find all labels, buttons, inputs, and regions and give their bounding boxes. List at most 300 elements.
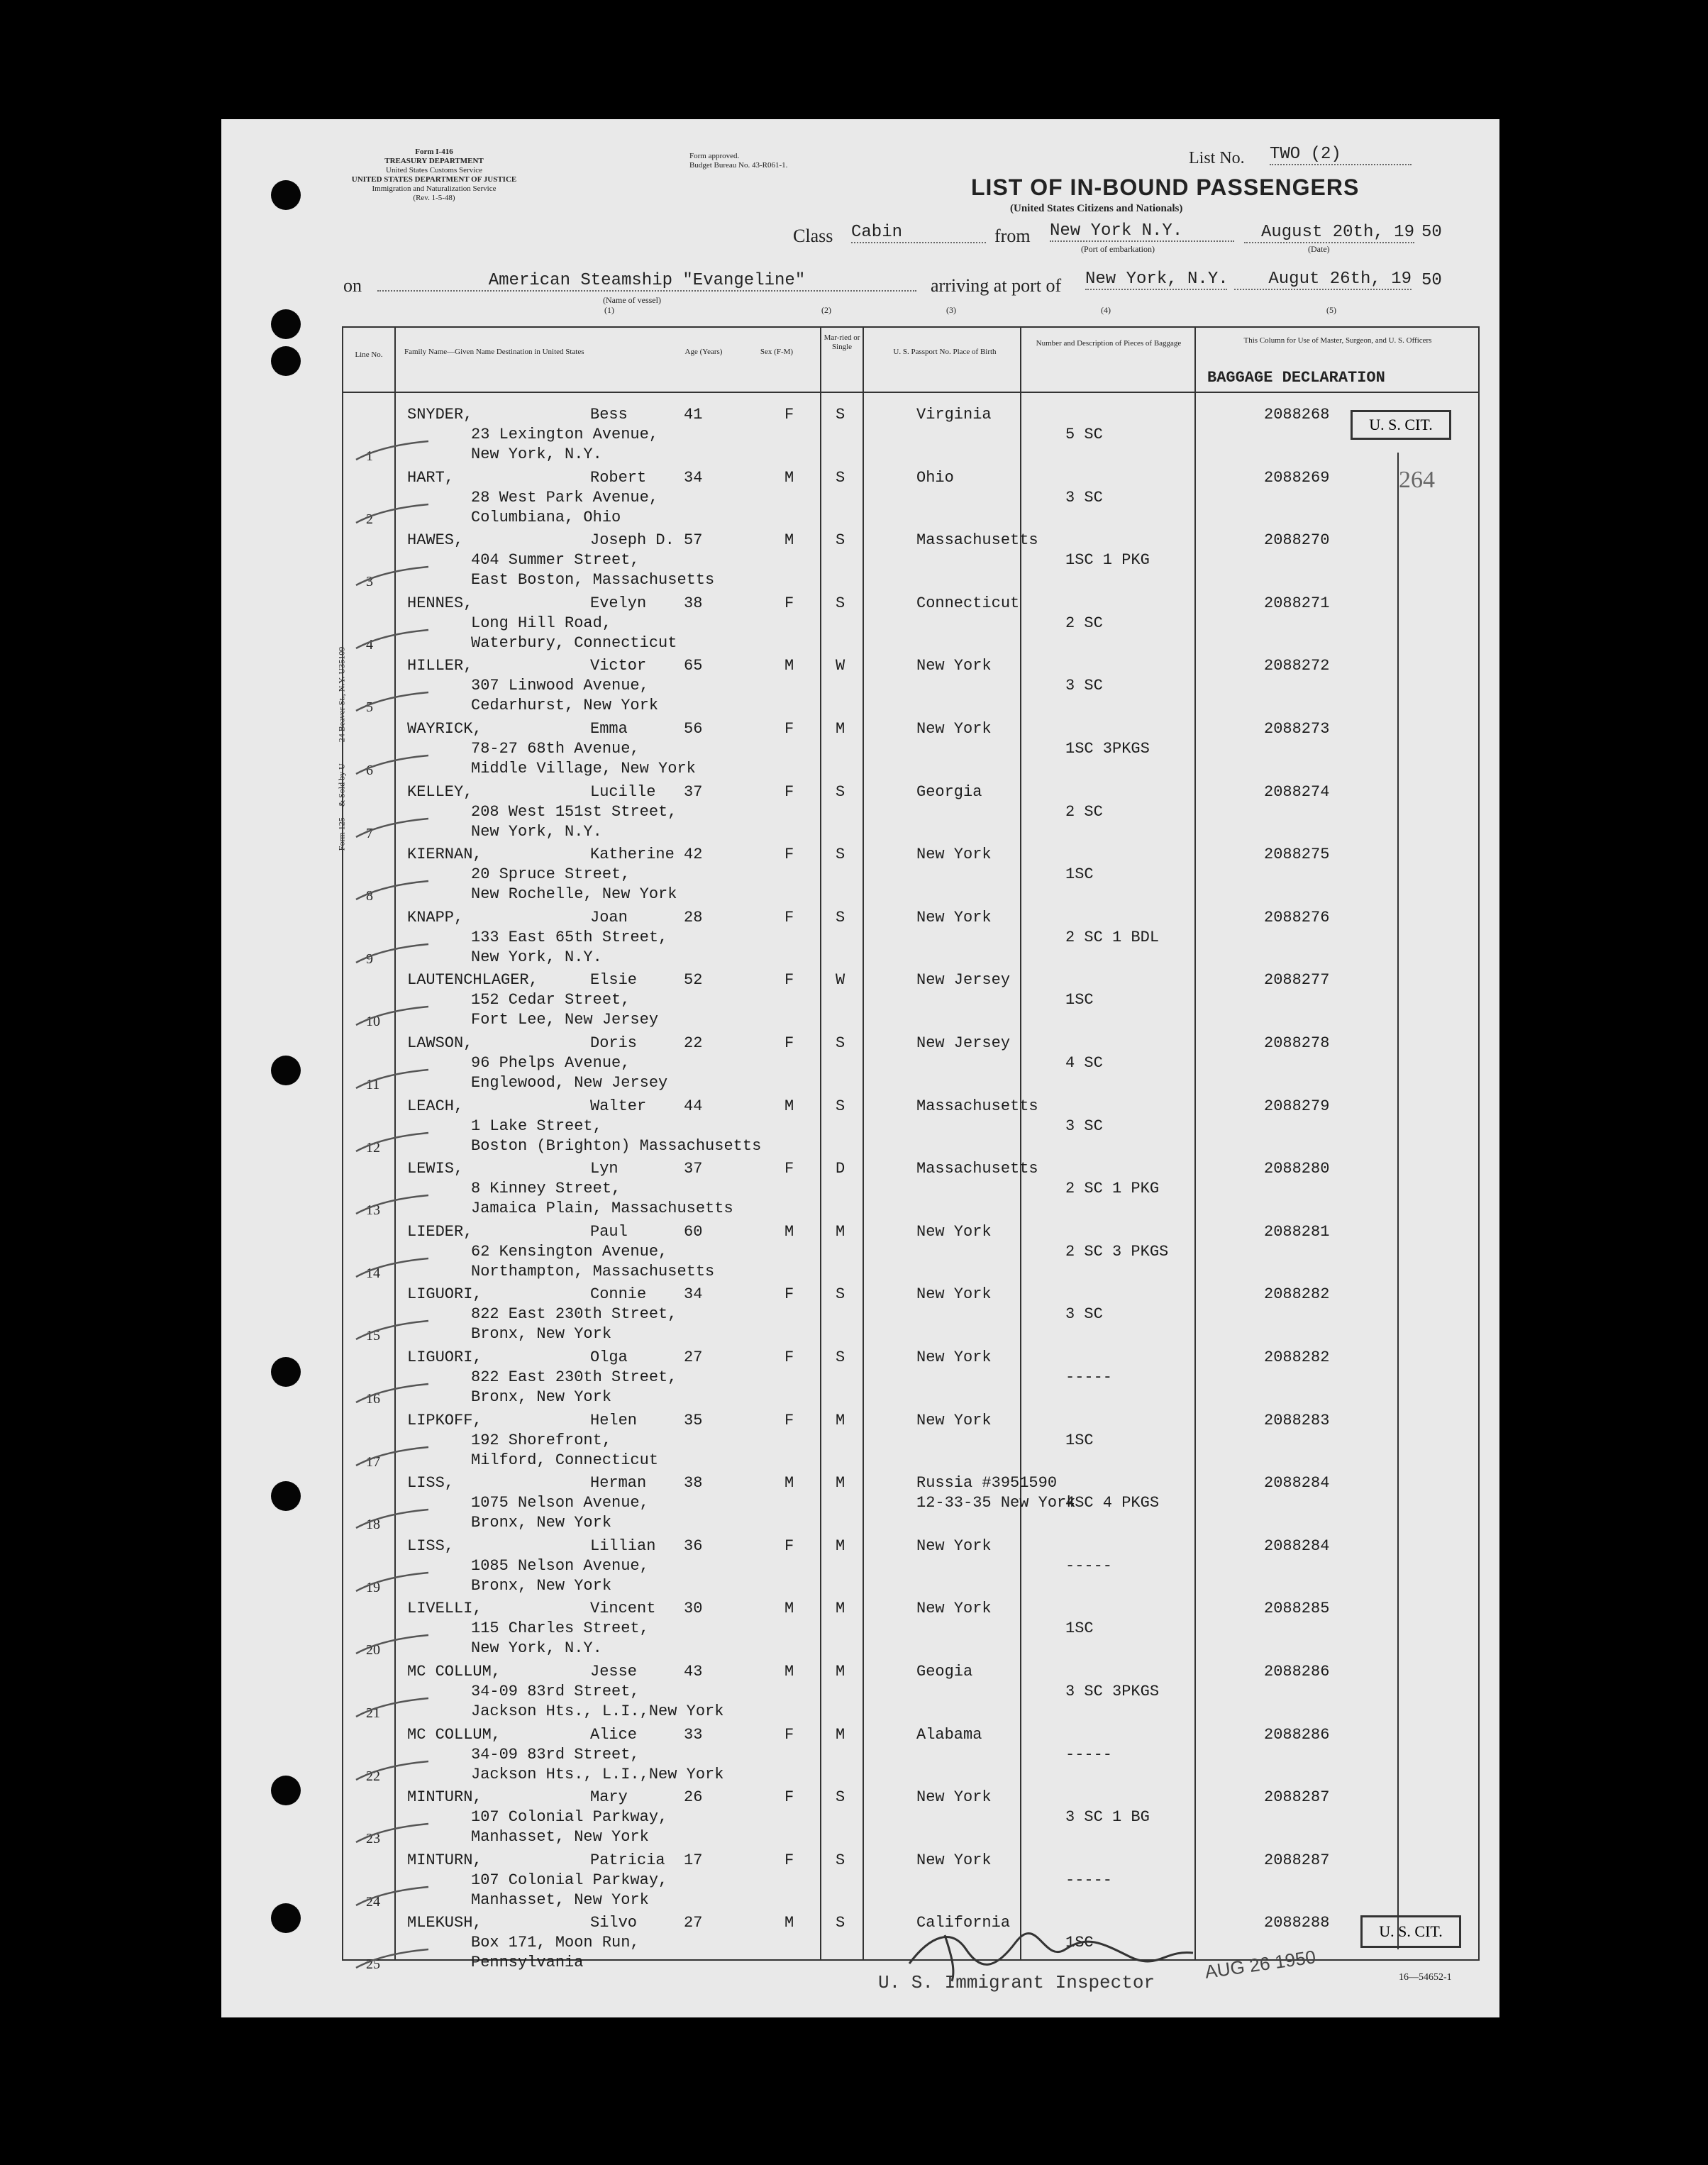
address-line: 115 Charles Street, <box>471 1619 649 1638</box>
birthplace-cell: New York <box>916 846 992 864</box>
marital-cell: S <box>836 1285 845 1304</box>
baggage-cell: 4SC 4 PKGS <box>1065 1494 1160 1512</box>
birthplace-cell: Massachusetts <box>916 531 1038 550</box>
given-name: Connie <box>590 1285 647 1304</box>
line-number: 8 <box>366 888 373 904</box>
family-name: KELLEY, <box>407 782 473 801</box>
declaration-number: 2088288 <box>1264 1914 1330 1932</box>
declaration-number: 2088273 <box>1264 720 1330 738</box>
address-city: New York, N.Y. <box>471 948 602 966</box>
line-number: 25 <box>366 1956 380 1973</box>
check-mark <box>353 1192 431 1221</box>
given-name: Helen <box>590 1411 638 1429</box>
address-line: 152 Cedar Street, <box>471 991 631 1009</box>
col-num-5: (5) <box>1326 305 1336 315</box>
address-city: Bronx, New York <box>471 1576 612 1595</box>
manifest-page <box>221 119 1499 2017</box>
sex-cell: F <box>784 908 794 926</box>
given-name: Victor <box>590 657 647 675</box>
family-name: LIGUORI, <box>407 1349 482 1366</box>
family-name: KNAPP, <box>407 908 464 926</box>
approval-block <box>689 152 787 170</box>
declaration-number: 2088282 <box>1264 1285 1330 1304</box>
given-name: Alice <box>590 1725 638 1744</box>
given-name: Elsie <box>590 971 638 990</box>
family-name: LISS, <box>407 1536 455 1555</box>
address-city: New York, N.Y. <box>471 1639 602 1658</box>
sex-cell: M <box>784 1222 794 1241</box>
age-cell: 57 <box>684 531 703 550</box>
check-mark <box>353 502 431 530</box>
age-cell: 27 <box>684 1914 703 1932</box>
check-mark <box>353 1570 431 1598</box>
marital-cell: S <box>836 782 845 801</box>
arriving-label: arriving at port of <box>931 275 1062 296</box>
sex-cell: F <box>784 782 794 801</box>
marital-cell: M <box>836 1536 845 1555</box>
address-line: 1 Lake Street, <box>471 1117 602 1135</box>
birthplace-cell: New York <box>916 1285 992 1304</box>
line-number: 19 <box>366 1579 380 1595</box>
address-city: East Boston, Massachusetts <box>471 571 715 589</box>
footer-code: 16—54652-1 <box>1399 1972 1452 1983</box>
family-name: MC COLLUM, <box>407 1725 501 1744</box>
family-name: LAUTENCHLAGER, <box>407 971 538 990</box>
family-name: MC COLLUM, <box>407 1663 501 1680</box>
baggage-cell: ----- <box>1065 1556 1113 1575</box>
marital-cell: S <box>836 531 845 550</box>
baggage-cell: 3 SC <box>1065 1117 1103 1135</box>
line-number: 5 <box>366 699 373 716</box>
margin-number: 264 <box>1399 467 1435 493</box>
address-city: Bronx, New York <box>471 1325 612 1344</box>
line-number: 11 <box>366 1077 380 1092</box>
baggage-cell: 1SC 1 PKG <box>1065 551 1150 570</box>
given-name: Paul <box>590 1222 628 1241</box>
baggage-cell: 1SC <box>1065 1934 1094 1952</box>
address-city: Bronx, New York <box>471 1388 612 1406</box>
baggage-cell: 4 SC <box>1065 1054 1103 1072</box>
address-city: Jamaica Plain, Massachusetts <box>471 1200 733 1218</box>
check-mark <box>353 1256 431 1284</box>
declaration-number: 2088268 <box>1264 406 1330 423</box>
birthplace-cell: Geogia <box>916 1663 973 1680</box>
punch-hole <box>271 1903 301 1933</box>
check-mark <box>353 1381 431 1410</box>
address-city: Cedarhurst, New York <box>471 697 659 715</box>
declaration-number: 2088271 <box>1264 594 1330 612</box>
declaration-number: 2088272 <box>1264 657 1330 675</box>
line-number: 18 <box>366 1517 380 1533</box>
line-number: 9 <box>366 951 373 967</box>
given-name: Joan <box>590 908 628 926</box>
marital-cell: D <box>836 1160 845 1178</box>
age-cell: 65 <box>684 657 703 675</box>
baggage-cell: 1SC 3PKGS <box>1065 740 1150 758</box>
age-cell: 43 <box>684 1663 703 1680</box>
birthplace-cell: Russia #3951590 <box>916 1474 1058 1493</box>
baggage-cell: ----- <box>1065 1871 1113 1889</box>
marital-cell: S <box>836 1788 845 1807</box>
marital-cell: S <box>836 908 845 926</box>
family-name: HART, <box>407 468 455 487</box>
baggage-cell: 1SC <box>1065 991 1094 1009</box>
line-number: 22 <box>366 1768 380 1784</box>
check-mark <box>353 1507 431 1535</box>
line-number: 13 <box>366 1202 380 1219</box>
date-stamp: AUG 26 1950 <box>1203 1946 1317 1983</box>
punch-hole <box>271 180 301 210</box>
declaration-number: 2088285 <box>1264 1600 1330 1618</box>
address-line: Box 171, Moon Run, <box>471 1934 640 1952</box>
given-name: Doris <box>590 1034 638 1052</box>
check-mark <box>353 816 431 844</box>
line-number: 1 <box>366 448 373 464</box>
family-name: LIVELLI, <box>407 1600 482 1618</box>
age-cell: 22 <box>684 1034 703 1052</box>
baggage-cell: 2 SC 1 PKG <box>1065 1180 1160 1198</box>
given-name: Evelyn <box>590 594 647 612</box>
age-cell: 52 <box>684 971 703 990</box>
from-label: from <box>994 226 1031 246</box>
sex-cell: F <box>784 1411 794 1429</box>
sex-cell: M <box>784 1914 794 1932</box>
marital-cell: S <box>836 1349 845 1366</box>
declaration-number: 2088287 <box>1264 1788 1330 1807</box>
arrival-year: 50 <box>1421 271 1442 290</box>
col-header-officers: This Column for Use of Master, Surgeon, and U. S. Officers <box>1243 336 1432 345</box>
declaration-number: 2088277 <box>1264 971 1330 990</box>
address-city: Fort Lee, New Jersey <box>471 1011 659 1029</box>
page-subtitle: (United States Citizens and Nationals) <box>1010 203 1183 214</box>
check-mark <box>353 1318 431 1346</box>
family-name: LIGUORI, <box>407 1285 482 1304</box>
declaration-number: 2088280 <box>1264 1160 1330 1178</box>
birthplace-cell: New Jersey <box>916 1034 1011 1052</box>
declaration-number: 2088282 <box>1264 1349 1330 1366</box>
address-city: Columbiana, Ohio <box>471 508 621 526</box>
check-mark <box>353 1759 431 1787</box>
birthplace-cell: New York <box>916 1600 992 1618</box>
address-line: 822 East 230th Street, <box>471 1305 677 1324</box>
birthplace-cell: New York <box>916 720 992 738</box>
line-number: 24 <box>366 1893 380 1910</box>
sex-cell: F <box>784 1285 794 1304</box>
given-name: Olga <box>590 1349 628 1366</box>
address-line: 133 East 65th Street, <box>471 928 668 946</box>
family-name: WAYRICK, <box>407 720 482 738</box>
address-city: Manhasset, New York <box>471 1890 649 1909</box>
given-name: Walter <box>590 1097 647 1115</box>
line-number: 23 <box>366 1831 380 1847</box>
check-mark <box>353 627 431 655</box>
family-name: LAWSON, <box>407 1034 473 1052</box>
birthplace-cell: New York <box>916 657 992 675</box>
line-number: 20 <box>366 1642 380 1659</box>
arrival-port: New York, N.Y. <box>1085 270 1229 289</box>
col-num-2: (2) <box>821 305 831 315</box>
line-number: 16 <box>366 1391 380 1407</box>
family-name: HAWES, <box>407 531 464 550</box>
budget-line: Budget Bureau No. 43-R061-1. <box>689 161 788 170</box>
check-mark <box>353 1004 431 1032</box>
vessel-caption: (Name of vessel) <box>603 295 661 305</box>
marital-cell: S <box>836 1914 845 1932</box>
punch-hole <box>271 346 301 376</box>
class-value: Cabin <box>851 223 986 243</box>
col-header-passport: U. S. Passport No. Place of Birth <box>893 348 997 356</box>
baggage-cell: 3 SC <box>1065 677 1103 695</box>
marital-cell: S <box>836 1034 845 1052</box>
marital-cell: S <box>836 594 845 612</box>
on-label: on <box>343 275 362 296</box>
address-line: 107 Colonial Parkway, <box>471 1871 668 1889</box>
address-line: 107 Colonial Parkway, <box>471 1808 668 1827</box>
address-line: 404 Summer Street, <box>471 551 640 570</box>
address-line: 1075 Nelson Avenue, <box>471 1494 649 1512</box>
birthplace-extra: 12-33-35 New York <box>916 1494 1076 1512</box>
sex-cell: F <box>784 1851 794 1869</box>
form-number: Form I-416 <box>415 148 453 156</box>
age-cell: 28 <box>684 908 703 926</box>
check-mark <box>353 1695 431 1724</box>
sex-cell: M <box>784 1663 794 1680</box>
sex-cell: F <box>784 1536 794 1555</box>
sex-cell: M <box>784 1600 794 1618</box>
col-header-baggage: Number and Description of Pieces of Baggage <box>1036 339 1182 348</box>
dept-customs: United States Customs Service <box>386 166 482 175</box>
address-city: Manhasset, New York <box>471 1828 649 1846</box>
address-line: 28 West Park Avenue, <box>471 488 659 506</box>
address-line: 34-09 83rd Street, <box>471 1745 640 1763</box>
age-cell: 37 <box>684 782 703 801</box>
given-name: Jesse <box>590 1663 638 1680</box>
family-name: HILLER, <box>407 657 473 675</box>
sex-cell: M <box>784 657 794 675</box>
address-city: Bronx, New York <box>471 1514 612 1532</box>
sex-cell: M <box>784 1097 794 1115</box>
birthplace-cell: New York <box>916 1411 992 1429</box>
given-name: Katherine <box>590 846 675 864</box>
birthplace-cell: New York <box>916 1349 992 1366</box>
given-name: Vincent <box>590 1600 656 1618</box>
address-city: Boston (Brighton) Massachusetts <box>471 1136 762 1155</box>
sex-cell: F <box>784 1725 794 1744</box>
declaration-number: 2088286 <box>1264 1725 1330 1744</box>
dept-ins: Immigration and Naturalization Service <box>372 184 497 193</box>
check-mark <box>353 1067 431 1095</box>
class-label: Class <box>793 226 833 246</box>
birthplace-cell: Georgia <box>916 782 982 801</box>
check-mark <box>353 941 431 970</box>
address-city: New Rochelle, New York <box>471 885 677 904</box>
us-cit-stamp-top: U. S. CIT. <box>1351 410 1451 440</box>
declaration-number: 2088286 <box>1264 1663 1330 1680</box>
check-mark <box>353 1947 431 1975</box>
birthplace-cell: Alabama <box>916 1725 982 1744</box>
birthplace-cell: Virginia <box>916 406 992 423</box>
family-name: LEACH, <box>407 1097 464 1115</box>
check-mark <box>353 878 431 907</box>
declaration-number: 2088274 <box>1264 782 1330 801</box>
declaration-number: 2088276 <box>1264 908 1330 926</box>
declaration-number: 2088275 <box>1264 846 1330 864</box>
baggage-cell: 2 SC <box>1065 802 1103 821</box>
marital-cell: S <box>836 1097 845 1115</box>
list-number: TWO (2) <box>1270 145 1412 165</box>
check-mark <box>353 690 431 718</box>
sex-cell: M <box>784 1474 794 1493</box>
age-cell: 35 <box>684 1411 703 1429</box>
address-city: Jackson Hts., L.I.,New York <box>471 1702 724 1720</box>
birthplace-cell: New Jersey <box>916 971 1011 990</box>
baggage-cell: ----- <box>1065 1368 1113 1386</box>
sex-cell: F <box>784 1160 794 1178</box>
embark-caption: (Port of embarkation) <box>1081 244 1155 254</box>
line-number: 3 <box>366 574 373 590</box>
punch-hole <box>271 1357 301 1387</box>
age-cell: 33 <box>684 1725 703 1744</box>
address-city: Pennsylvania <box>471 1954 584 1972</box>
given-name: Emma <box>590 720 628 738</box>
given-name: Bess <box>590 406 628 423</box>
family-name: LEWIS, <box>407 1160 464 1178</box>
col-num-1: (1) <box>604 305 614 315</box>
page-title: LIST OF IN-BOUND PASSENGERS <box>971 175 1360 200</box>
given-name: Lillian <box>590 1536 656 1555</box>
line-number: 4 <box>366 636 373 653</box>
family-name: MINTURN, <box>407 1851 482 1869</box>
col-header-name: Family Name—Given Name Destination in United States <box>404 348 584 356</box>
dept-treasury: TREASURY DEPARTMENT <box>384 157 484 165</box>
address-line: 23 Lexington Avenue, <box>471 426 659 443</box>
arrival-date: Augut 26th, 19 <box>1234 270 1412 290</box>
baggage-cell: 5 SC <box>1065 426 1103 443</box>
punch-hole <box>271 1056 301 1085</box>
col-num-4: (4) <box>1101 305 1111 315</box>
baggage-cell: 2 SC 3 PKGS <box>1065 1242 1169 1261</box>
family-name: SNYDER, <box>407 406 473 423</box>
col-header-age: Age (Years) <box>684 348 723 356</box>
us-cit-stamp-bottom: U. S. CIT. <box>1360 1915 1461 1948</box>
baggage-cell: 1SC <box>1065 865 1094 884</box>
age-cell: 30 <box>684 1600 703 1618</box>
family-name: LIPKOFF, <box>407 1411 482 1429</box>
baggage-cell: ----- <box>1065 1745 1113 1763</box>
address-city: Middle Village, New York <box>471 760 696 777</box>
form-block <box>328 148 540 203</box>
line-number: 12 <box>366 1139 380 1156</box>
sex-cell: M <box>784 531 794 550</box>
age-cell: 36 <box>684 1536 703 1555</box>
baggage-cell: 1SC <box>1065 1431 1094 1449</box>
address-line: 96 Phelps Avenue, <box>471 1054 631 1072</box>
check-mark <box>353 1821 431 1849</box>
given-name: Patricia <box>590 1851 665 1869</box>
declaration-number: 2088278 <box>1264 1034 1330 1052</box>
age-cell: 34 <box>684 468 703 487</box>
address-city: New York, N.Y. <box>471 445 602 463</box>
baggage-cell: 3 SC <box>1065 1305 1103 1324</box>
marital-cell: S <box>836 406 845 423</box>
check-mark <box>353 1884 431 1912</box>
vessel-name: American Steamship "Evangeline" <box>377 271 916 292</box>
form-rev: (Rev. 1-5-48) <box>413 194 455 202</box>
birthplace-cell: Massachusetts <box>916 1160 1038 1178</box>
check-mark <box>353 1444 431 1473</box>
col-num-3: (3) <box>946 305 956 315</box>
family-name: HENNES, <box>407 594 473 612</box>
sex-cell: F <box>784 1349 794 1366</box>
address-city: Waterbury, Connecticut <box>471 633 677 652</box>
address-line: 34-09 83rd Street, <box>471 1683 640 1700</box>
sex-cell: M <box>784 468 794 487</box>
embark-port: New York N.Y. <box>1050 221 1234 242</box>
line-number: 17 <box>366 1454 380 1470</box>
line-number: 2 <box>366 511 373 527</box>
line-number: 10 <box>366 1014 380 1030</box>
col-header-married: Mar-ried or Single <box>824 333 860 351</box>
family-name: MLEKUSH, <box>407 1914 482 1932</box>
given-name: Herman <box>590 1474 647 1493</box>
age-cell: 26 <box>684 1788 703 1807</box>
age-cell: 60 <box>684 1222 703 1241</box>
given-name: Silvo <box>590 1914 638 1932</box>
age-cell: 27 <box>684 1349 703 1366</box>
declaration-number: 2088284 <box>1264 1474 1330 1493</box>
age-cell: 42 <box>684 846 703 864</box>
address-line: 8 Kinney Street, <box>471 1180 621 1198</box>
birthplace-cell: Massachusetts <box>916 1097 1038 1115</box>
birthplace-cell: New York <box>916 1851 992 1869</box>
check-mark <box>353 753 431 781</box>
address-line: 822 East 230th Street, <box>471 1368 677 1386</box>
line-number: 15 <box>366 1328 380 1344</box>
date-caption: (Date) <box>1308 244 1330 254</box>
family-name: LISS, <box>407 1474 455 1493</box>
check-mark <box>353 564 431 592</box>
address-line: 208 West 151st Street, <box>471 802 677 821</box>
baggage-cell: 3 SC 1 BG <box>1065 1808 1150 1827</box>
given-name: Robert <box>590 468 647 487</box>
punch-hole <box>271 1481 301 1511</box>
age-cell: 38 <box>684 1474 703 1493</box>
check-mark <box>353 438 431 467</box>
age-cell: 34 <box>684 1285 703 1304</box>
baggage-cell: 3 SC <box>1065 488 1103 506</box>
family-name: LIEDER, <box>407 1222 473 1241</box>
given-name: Mary <box>590 1788 628 1807</box>
given-name: Lucille <box>590 782 656 801</box>
address-city: Jackson Hts., L.I.,New York <box>471 1765 724 1783</box>
declaration-number: 2088281 <box>1264 1222 1330 1241</box>
sex-cell: F <box>784 971 794 990</box>
baggage-cell: 3 SC 3PKGS <box>1065 1683 1160 1700</box>
declaration-number: 2088269 <box>1264 468 1330 487</box>
birthplace-cell: New York <box>916 908 992 926</box>
punch-hole <box>271 309 301 339</box>
embark-date: August 20th, 19 <box>1244 223 1414 243</box>
marital-cell: M <box>836 1725 845 1744</box>
approved-line: Form approved. <box>689 152 740 160</box>
col-header-sex: Sex (F-M) <box>760 348 794 356</box>
address-line: 62 Kensington Avenue, <box>471 1242 668 1261</box>
col-header-declaration: BAGGAGE DECLARATION <box>1207 369 1385 387</box>
embark-year: 50 <box>1421 223 1442 242</box>
address-city: Englewood, New Jersey <box>471 1074 668 1092</box>
check-mark <box>353 1130 431 1158</box>
family-name: KIERNAN, <box>407 846 482 864</box>
